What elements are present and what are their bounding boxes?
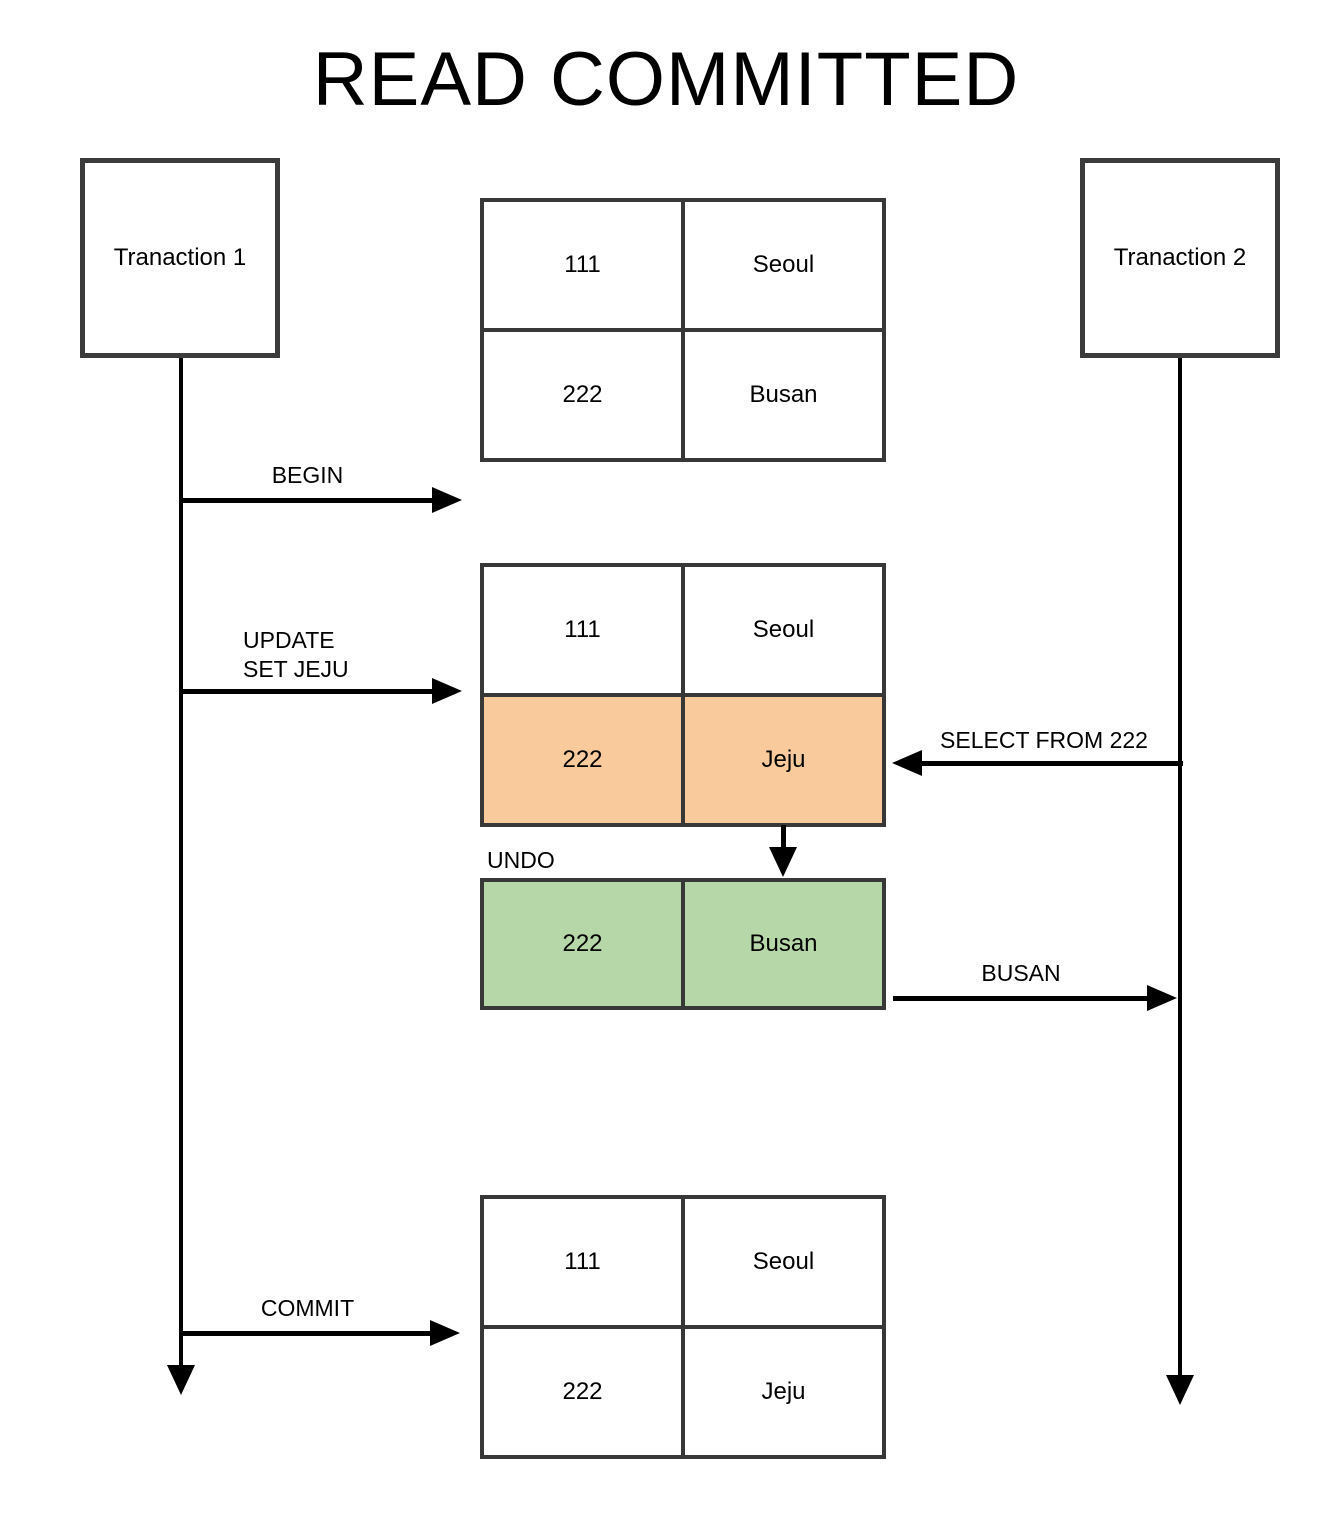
cell-id: 222	[484, 697, 685, 823]
begin-label: BEGIN	[271, 462, 344, 488]
cell-city: Seoul	[752, 251, 815, 278]
cell-id: 222	[484, 1329, 685, 1455]
transaction1-label: Tranaction 1	[113, 244, 247, 271]
update-arrow-line	[181, 689, 434, 694]
begin-arrowhead-icon	[432, 487, 462, 513]
transaction2-box	[1080, 158, 1280, 358]
transaction2-label: Tranaction 2	[1113, 244, 1247, 271]
table-row	[484, 1199, 882, 1325]
undo-arrowhead-icon	[769, 847, 797, 877]
cell-id: 222	[484, 332, 685, 458]
cell-id: 222	[484, 882, 685, 1006]
table-updated	[480, 563, 886, 827]
cell-city: Seoul	[752, 1248, 815, 1275]
transaction2-lifeline-arrowhead-icon	[1166, 1375, 1194, 1405]
select-label: SELECT FROM 222	[940, 727, 1148, 753]
table-row-undo	[484, 882, 882, 1006]
table-row-uncommitted	[484, 693, 882, 823]
commit-arrow-line	[183, 1331, 432, 1336]
cell-id: 111	[484, 567, 685, 693]
transaction1-box	[80, 158, 280, 358]
page-title: READ COMMITTED	[312, 37, 1020, 122]
cell-id: 111	[484, 202, 685, 328]
busan-label: BUSAN	[981, 960, 1061, 986]
busan-arrow-line	[893, 996, 1149, 1001]
cell-city: Busan	[749, 930, 818, 957]
begin-arrow-line	[181, 498, 434, 503]
select-arrowhead-icon	[892, 750, 922, 776]
table-final	[480, 1195, 886, 1459]
table-row	[484, 567, 882, 693]
cell-id: 111	[484, 1199, 685, 1325]
transaction1-lifeline-arrowhead-icon	[167, 1365, 195, 1395]
transaction1-lifeline	[179, 358, 183, 1365]
table-row	[484, 328, 882, 458]
table-row	[484, 202, 882, 328]
update-arrowhead-icon	[432, 678, 462, 704]
cell-city: Jeju	[761, 1378, 806, 1405]
update-label-line2: SET JEJU	[243, 656, 349, 682]
table-undo	[480, 878, 886, 1010]
update-label-line1: UPDATE	[243, 627, 335, 653]
table-initial	[480, 198, 886, 462]
commit-label: COMMIT	[260, 1295, 355, 1321]
commit-arrowhead-icon	[430, 1320, 460, 1346]
cell-city: Seoul	[752, 616, 815, 643]
busan-arrowhead-icon	[1147, 985, 1177, 1011]
undo-label: UNDO	[487, 847, 555, 873]
transaction2-lifeline	[1178, 358, 1182, 1375]
cell-city: Busan	[749, 381, 818, 408]
table-row	[484, 1325, 882, 1455]
select-arrow-line	[918, 761, 1183, 766]
cell-city: Jeju	[761, 746, 806, 773]
update-label	[243, 626, 349, 684]
